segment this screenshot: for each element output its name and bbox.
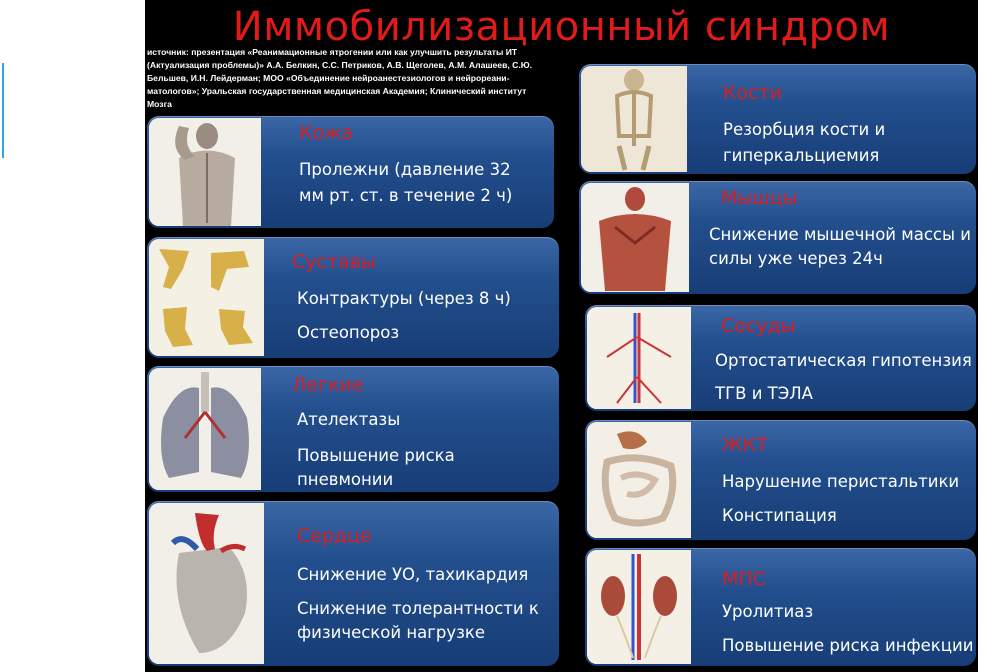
card-text: Нарушение перистальтики bbox=[722, 472, 960, 491]
card-lungs bbox=[147, 366, 559, 492]
card-text: гиперкальциемия bbox=[723, 146, 880, 165]
card-text: Повышение риска инфекции bbox=[722, 636, 974, 655]
card-text: физической нагрузке bbox=[297, 623, 486, 642]
card-urinary bbox=[585, 548, 976, 666]
lungs-icon bbox=[149, 368, 261, 490]
card-text: Констипация bbox=[722, 506, 837, 525]
card-gi bbox=[585, 420, 976, 540]
slide-title: Иммобилизационный синдром bbox=[232, 4, 891, 50]
heart-icon bbox=[149, 503, 264, 664]
card-vessels bbox=[585, 305, 976, 411]
vessels-icon bbox=[587, 307, 691, 409]
card-text: Остеопороз bbox=[297, 323, 400, 342]
card-text: Повышение риска bbox=[297, 446, 455, 465]
accent-line bbox=[2, 63, 4, 158]
card-text: Снижение мышечной массы и bbox=[709, 225, 971, 244]
card-text: ТГВ и ТЭЛА bbox=[715, 384, 813, 403]
card-heart bbox=[147, 501, 559, 666]
card-text: пневмонии bbox=[297, 470, 394, 489]
card-joints bbox=[147, 237, 559, 358]
source-line: источник: презентация «Реанимационные ятрогении или как улучшить результаты ИТ bbox=[147, 47, 518, 57]
kidneys-icon bbox=[587, 550, 691, 664]
source-line: (Актуализация проблемы)» А.А. Белкин, С.С. Петриков, А.В. Щеголев, А.М. Алашеев, С.Ю. bbox=[147, 60, 532, 70]
skeleton-icon bbox=[581, 66, 687, 172]
card-text: Уролитиаз bbox=[722, 602, 814, 621]
card-text: Ателектазы bbox=[297, 410, 401, 429]
card-heading: Сосуды bbox=[721, 315, 796, 337]
joints-icon bbox=[149, 239, 264, 356]
card-text: Снижение УО, тахикардия bbox=[297, 565, 529, 584]
card-bones bbox=[579, 64, 976, 174]
card-text: мм рт. ст. в течение 2 ч) bbox=[299, 186, 513, 205]
slide bbox=[145, 0, 978, 672]
source-line: Мозга bbox=[147, 99, 172, 109]
card-heading: ЖКТ bbox=[722, 434, 768, 456]
source-line: матологов»; Уральская государственная медицинская Академия; Клинический институт bbox=[147, 86, 527, 96]
card-heading: Кости bbox=[723, 82, 782, 104]
card-text: Контрактуры (через 8 ч) bbox=[297, 289, 511, 308]
card-muscles bbox=[579, 181, 976, 294]
back-figure-icon bbox=[149, 118, 261, 226]
card-text: Ортостатическая гипотензия bbox=[715, 351, 972, 370]
card-text: Снижение толерантности к bbox=[297, 599, 539, 618]
muscles-icon bbox=[581, 183, 689, 292]
card-text: силы уже через 24ч bbox=[709, 249, 883, 268]
card-heading: Мышцы bbox=[721, 187, 798, 209]
card-text: Резорбция кости и bbox=[723, 120, 886, 139]
card-text: Пролежни (давление 32 bbox=[299, 160, 511, 179]
card-heading: Суставы bbox=[292, 251, 376, 273]
source-text bbox=[147, 46, 577, 111]
card-heading: Сердце bbox=[297, 525, 372, 547]
card-heading: МПС bbox=[722, 568, 766, 590]
card-skin bbox=[147, 116, 554, 228]
card-heading: Кожа bbox=[299, 122, 353, 144]
card-heading: Легкие bbox=[292, 374, 364, 396]
source-line: Бельшев, И.Н. Лейдерман; МОО «Объединение нейроанестезиологов и нейрореани- bbox=[147, 73, 510, 83]
intestines-icon bbox=[587, 422, 691, 538]
